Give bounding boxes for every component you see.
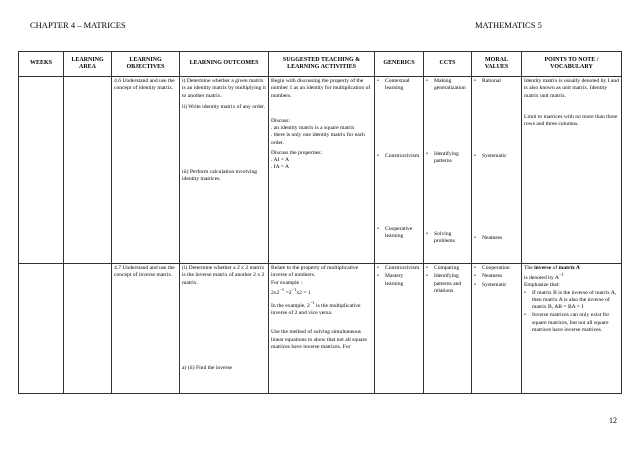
list-item: • Identifying patterns and relations (432, 273, 469, 295)
table-row (19, 264, 622, 394)
col-learning-outcomes: LEARNING OUTCOMES (180, 52, 269, 77)
header-row (19, 52, 622, 77)
activities-cell (269, 77, 375, 264)
activities-cell (269, 264, 375, 394)
generics-cell (375, 77, 424, 264)
outcome-item: i) Determine whether a given matrix is an identity matrix by multiplying it to another matrix. (182, 78, 266, 99)
weeks-cell (19, 264, 64, 394)
learning-area-cell (64, 77, 112, 264)
moral-list (474, 78, 519, 242)
note-text: Limit to matrices with no more than three rows and three columns. (524, 113, 618, 128)
generics-list (377, 78, 421, 240)
activity-text: Discuss: (271, 117, 290, 124)
activity-text: . IA = A (271, 164, 290, 171)
learning-area-cell (64, 264, 112, 394)
weeks-cell (19, 77, 64, 264)
list-item: • Cooperation (480, 265, 519, 272)
col-weeks: WEEKS (19, 52, 64, 77)
ccts-cell (424, 264, 472, 394)
ccts-list (426, 78, 469, 246)
list-item: • Making generalization (432, 78, 469, 93)
outcome-item: a) (ii) Find the inverse (182, 364, 233, 371)
activity-text: Begin with discussing the property of the number 1 as an identity for multiplication of numbers. (271, 78, 371, 99)
moral-values-cell (472, 264, 522, 394)
outcome-item: (i) Determine whether a 2 x 2 matrix is the inverse matrix of another 2 x 2 matrix. (182, 265, 265, 286)
moral-values-cell (472, 77, 522, 264)
moral-list (474, 265, 519, 289)
list-item: • Contextual learning (383, 78, 421, 93)
list-item: • Cooperative learning (383, 226, 421, 241)
col-ccts: CCTS (424, 52, 472, 77)
scheme-of-work-table (18, 51, 622, 394)
list-item: • Neatness (480, 273, 519, 280)
notes-cell (522, 264, 622, 394)
list-item: • Constructivism (383, 153, 421, 160)
outcome-item: ii) Write identity matrix of any order. (182, 103, 266, 110)
objective-cell (112, 77, 180, 264)
table-row (19, 77, 622, 264)
objective-text: 4.7 Understand and use the concept of inverse matrix. (114, 265, 175, 279)
outcomes-cell (180, 264, 269, 394)
outcomes-cell (180, 77, 269, 264)
col-moral-values: MORAL VALUES (472, 52, 522, 77)
activity-text: . there is only one identity matrix for each order. (271, 132, 365, 146)
chapter-title: CHAPTER 4 – MATRICES (30, 20, 126, 30)
list-item: • Identifying patterns (432, 151, 469, 166)
list-item: • Solving problems (432, 231, 469, 246)
col-learning-objectives: LEARNING OBJECTIVES (112, 52, 180, 77)
objective-text: 4.6 Understand and use the concept of identity matrix. (114, 78, 175, 92)
page-number: 12 (609, 416, 617, 425)
activity-text: In the example, $2^{-1}$ is the multiplicative inverse of 2 and vice versa. (271, 299, 361, 317)
col-learning-area: LEARNING AREA (64, 52, 112, 77)
inverse-example: $2x2^{-1} =2^{-1}x2 = 1$ (271, 286, 311, 296)
notes-cell (522, 77, 622, 264)
note-text: The inverse of matrix A (524, 265, 580, 271)
note-text: Emphasize that: (524, 282, 560, 289)
generics-cell (375, 264, 424, 394)
note-text: Identity matrix is usually denoted by I and is also known as unit matrix. Identity matrix unit matrix. (524, 78, 619, 99)
col-generics: GENERICS (375, 52, 424, 77)
activity-text: . an identity matrix is a square matrix (271, 125, 355, 132)
list-item: • Systematic (480, 153, 519, 160)
list-item: • Rational (480, 78, 519, 85)
list-item: • If matrix B is the inverse of matrix A, then matrix A is also the inverse of matrix B, AB = BA = I (530, 290, 619, 312)
ccts-list (426, 265, 469, 295)
col-points-to-note: POINTS TO NOTE / VOCABULARY (522, 52, 622, 77)
list-item: • Systematic (480, 282, 519, 289)
list-item: • Neatness (480, 235, 519, 242)
activity-text: Discuss the properties: (271, 149, 322, 156)
objective-cell (112, 264, 180, 394)
list-item: • Mastery learning (383, 273, 421, 288)
activity-text: For example : (271, 279, 303, 286)
list-item: • Comparing (432, 265, 469, 272)
generics-list (377, 265, 421, 288)
list-item: • Inverse matrices can only exist for square matrices, but not all square matrices have inverse matrices. (530, 312, 619, 334)
col-suggested-activities: SUGGESTED TEACHING & LEARNING ACTIVITIES (269, 52, 375, 77)
list-item: • Constructivism (383, 265, 421, 272)
notes-list (524, 290, 619, 335)
note-text: is denoted by $A^{-1}$ (524, 272, 564, 282)
activity-text: . AI = A (271, 157, 290, 164)
subject-title: MATHEMATICS 5 (475, 20, 542, 30)
activity-text: Use the method of solving simultaneous linear equations to show that not all square matrices have inverse matrices. For (271, 329, 367, 350)
activity-text: Relate to the property of multiplicative inverse of numbers. (271, 265, 359, 279)
outcome-item: iii) Perform calculation involving identity matrices. (182, 169, 258, 183)
ccts-cell (424, 77, 472, 264)
